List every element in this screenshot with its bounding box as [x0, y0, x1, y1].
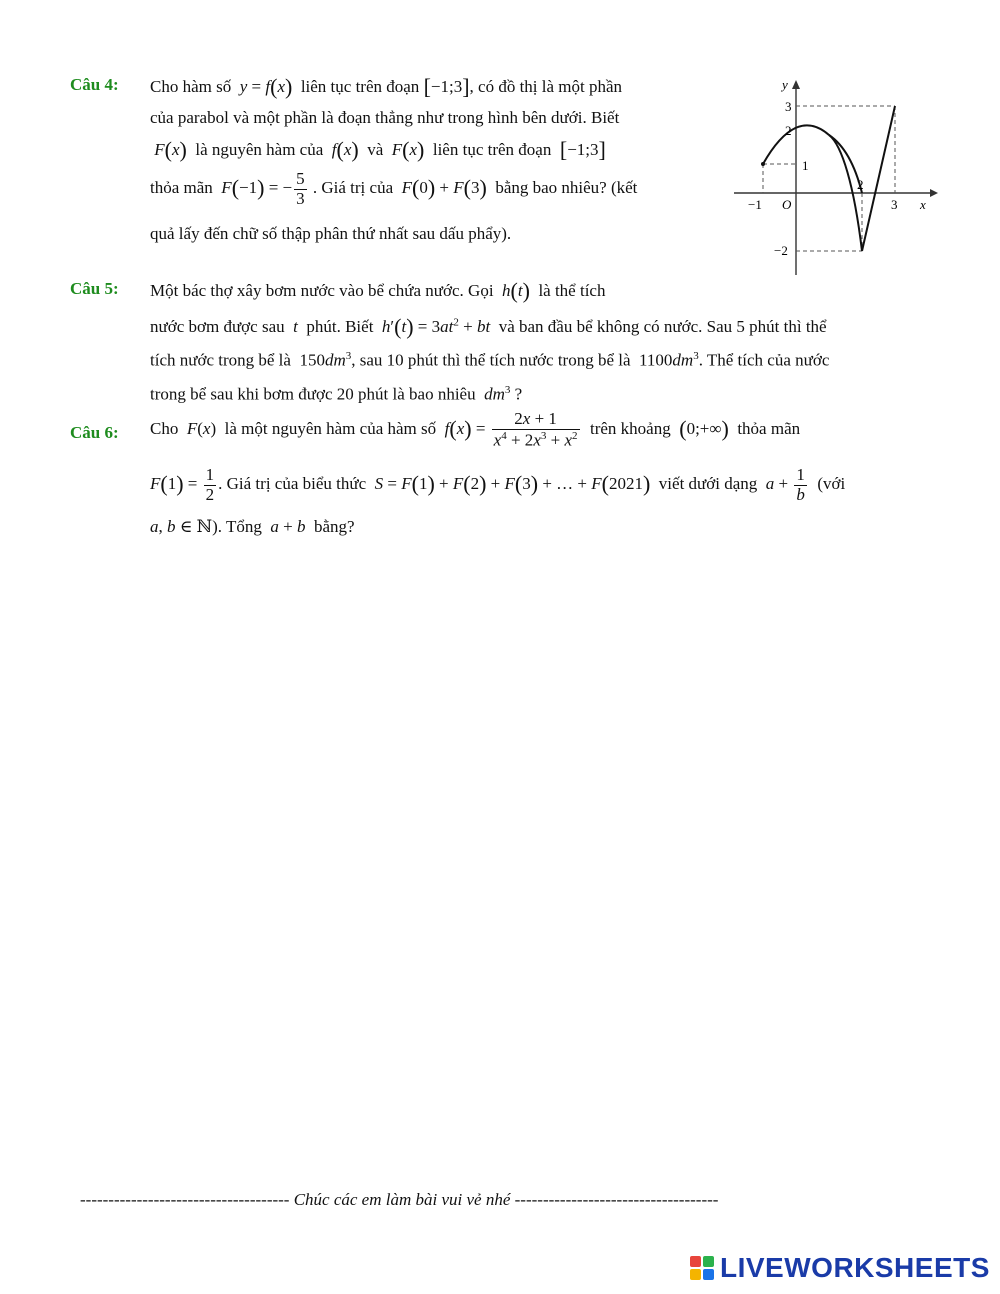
- q6-line-3: a, b ∈ ℕ). Tổng a + b bằng?: [150, 517, 355, 536]
- question-6-label: Câu 6:: [70, 423, 119, 442]
- tick-y-neg2: −2: [774, 243, 788, 258]
- tick-x-neg1: −1: [748, 197, 762, 212]
- q4-line-2: của parabol và một phần là đoạn thẳng như trong hình bên dưới. Biết: [150, 108, 620, 127]
- q5-line-1: Một bác thợ xây bơm nước vào bể chứa nước. Gọi h(t) là thể tích: [150, 278, 606, 303]
- tick-y-1: 1: [802, 158, 809, 173]
- question-4-label: Câu 4:: [70, 75, 119, 94]
- tick-x-3: 3: [891, 197, 898, 212]
- brand-text: LIVEWORKSHEETS: [720, 1252, 990, 1283]
- liveworksheets-logo: [690, 1252, 990, 1286]
- footer-message: ------------------------------------- Chúc các em làm bài vui vẻ nhé ------------------------------------: [80, 1190, 719, 1209]
- tick-x-2: 2: [857, 177, 864, 192]
- tick-y-3: 3: [785, 99, 792, 114]
- origin-label: O: [782, 197, 792, 212]
- question-5-label: Câu 5:: [70, 279, 119, 298]
- liveworksheets-logo-icon: [690, 1256, 716, 1282]
- q5-line-3: tích nước trong bể là $150dm^3$, sau 10 phút thì thể tích nước trong bể là $1100dm^3$. Thể tích của nước: [150, 350, 830, 370]
- tick-y-2: 2: [785, 123, 792, 138]
- q4-line-3: F(x) là nguyên hàm của f(x) và F(x) liên tục trên đoạn [−1;3]: [150, 137, 606, 162]
- function-graph: [730, 75, 940, 275]
- q4-line-4: thỏa mãn F(−1) = − $\frac{5}{3}$ . Giá trị của F(0) + F(3) bằng bao nhiêu? (kết: [150, 169, 638, 208]
- curve-into-minimum: [842, 162, 862, 251]
- dashed-guides: [763, 106, 895, 251]
- q6-line-1: Cho F(x) là một nguyên hàm của hàm số f(x) = $\frac{2x + 1}{x^4 + 2x^3 + x^2}$ trên khoảng (0;+∞) thỏa mãn: [150, 409, 801, 450]
- y-axis-label: y: [782, 77, 788, 92]
- x-axis-arrow-icon: [930, 189, 938, 197]
- q6-line-2: F(1) = $\frac{1}{2}$ . Giá trị của biểu thức S = F(1) + F(2) + F(3) + … + F(2021) viết dưới dạng a + $\frac{1}{b}$ (với: [150, 465, 846, 504]
- x-axis-label: x: [920, 197, 926, 212]
- endpoint-left: [761, 162, 765, 166]
- q5-line-2: nước bơm được sau t phút. Biết $h'(t) = 3at^2$ + bt và ban đầu bể không có nước. Sau 5 phút thì thể: [150, 314, 827, 339]
- line-segment: [862, 106, 895, 251]
- q4-line-5: quả lấy đến chữ số thập phân thứ nhất sau dấu phẩy).: [150, 224, 512, 243]
- y-axis-arrow-icon: [792, 80, 800, 89]
- q4-line-1: Cho hàm số y = f(x) liên tục trên đoạn [−1;3], có đồ thị là một phần: [150, 74, 623, 99]
- parabola-curve: [763, 125, 862, 193]
- q5-line-4: trong bể sau khi bơm được 20 phút là bao nhiêu $dm^3$ ?: [150, 384, 523, 404]
